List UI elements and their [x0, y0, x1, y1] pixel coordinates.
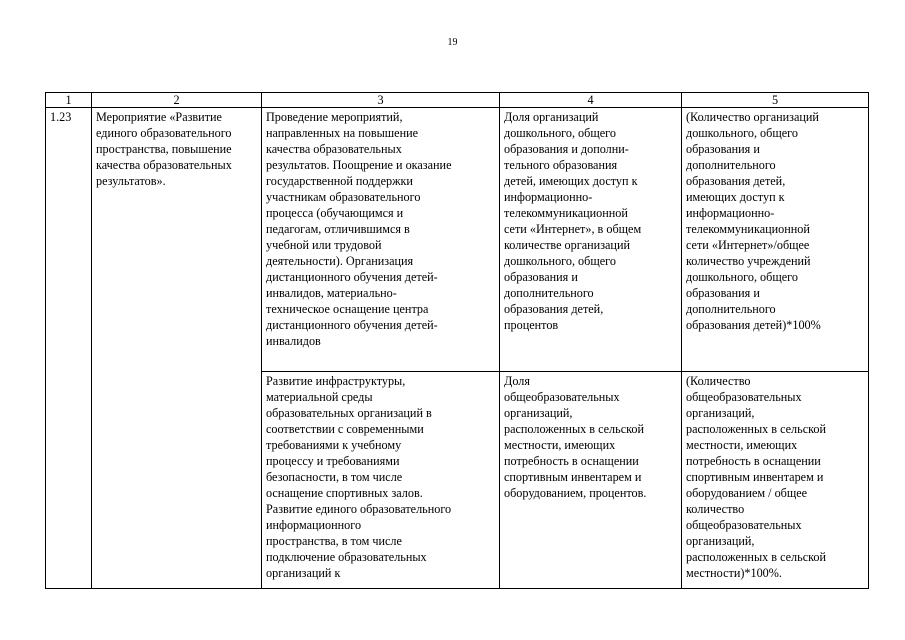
item-number-cell: 1.23 [46, 108, 92, 589]
text-line: пространства, повышение [96, 142, 232, 156]
text-line: качества образовательных [266, 142, 402, 156]
text-line: образования и [504, 270, 578, 284]
text-line: Развитие инфраструктуры, [266, 374, 406, 388]
text-line: спортивным инвентарем и [504, 470, 642, 484]
text-line: государственной поддержки [266, 174, 413, 188]
text-line: дошкольного, общего [686, 270, 798, 284]
text-line: дополнительного [686, 302, 776, 316]
text-line: дистанционного обучения детей- [266, 270, 438, 284]
text-line: информационно- [504, 190, 593, 204]
text-line: дистанционного обучения детей- [266, 318, 438, 332]
text-line: образования и [686, 142, 760, 156]
page-number: 19 [447, 37, 458, 48]
text-line: подключение образовательных [266, 550, 427, 564]
text-line: Доля [504, 374, 530, 388]
text-line: результатов». [96, 174, 166, 188]
text-line: телекоммуникационной [686, 222, 810, 236]
text-line: деятельности). Организация [266, 254, 414, 268]
text-line: информационного [266, 518, 362, 532]
text-line: телекоммуникационной [504, 206, 628, 220]
column-header-1: 1 [46, 93, 92, 108]
text-line: Развитие единого образовательного [266, 502, 452, 516]
text-line: результатов. Поощрение и оказание [266, 158, 452, 172]
text-line: процессу и требованиями [266, 454, 400, 468]
text-line: местности, имеющих [504, 438, 616, 452]
text-line: инвалидов, материально- [266, 286, 397, 300]
indicator-cell [500, 372, 682, 589]
text-line: дошкольного, общего [504, 254, 616, 268]
text-line: потребность в оснащении [686, 454, 821, 468]
text-line: тельного образования [504, 158, 618, 172]
text-line: (Количество организаций [686, 110, 819, 124]
text-line: дополнительного [504, 286, 594, 300]
description-cell [262, 372, 500, 589]
text-line: дошкольного, общего [504, 126, 616, 140]
text-line: образования детей, [504, 302, 604, 316]
text-line: потребность в оснащении [504, 454, 639, 468]
text-line: сети «Интернет»/общее [686, 238, 810, 252]
text-line: дополнительного [686, 158, 776, 172]
text-line: единого образовательного [96, 126, 232, 140]
text-line: спортивным инвентарем и [686, 470, 824, 484]
text-line: качества образовательных [96, 158, 232, 172]
text-line: образовательных организаций в [266, 406, 432, 420]
column-header-2: 2 [92, 93, 262, 108]
text-line: расположенных в сельской [686, 550, 827, 564]
text-line: требованиями к учебному [266, 438, 402, 452]
column-header-5: 5 [682, 93, 869, 108]
text-line: материальной среды [266, 390, 373, 404]
program-table [45, 92, 869, 589]
text-line: количество учреждений [686, 254, 811, 268]
text-line: местности)*100%. [686, 566, 782, 580]
text-line: оборудованием / общее [686, 486, 808, 500]
column-header-3: 3 [262, 93, 500, 108]
text-line: техническое оснащение центра [266, 302, 429, 316]
text-line: организаций, [504, 406, 573, 420]
text-line: оборудованием, процентов. [504, 486, 647, 500]
text-line: организаций, [686, 534, 755, 548]
text-line: образования и дополни- [504, 142, 629, 156]
text-line: процесса (обучающимся и [266, 206, 404, 220]
indicator-cell [500, 108, 682, 372]
text-line: пространства, в том числе [266, 534, 402, 548]
text-line: педагогам, отличившимся в [266, 222, 410, 236]
text-line: расположенных в сельской [504, 422, 645, 436]
formula-cell [682, 108, 869, 372]
table-header-row [46, 93, 869, 108]
text-line: организаций, [686, 406, 755, 420]
text-line: имеющих доступ к [686, 190, 785, 204]
formula-cell [682, 372, 869, 589]
text-line: направленных на повышение [266, 126, 419, 140]
text-line: детей, имеющих доступ к [504, 174, 638, 188]
text-line: общеобразовательных [686, 390, 802, 404]
text-line: общеобразовательных [686, 518, 802, 532]
text-line: безопасности, в том числе [266, 470, 403, 484]
text-line: дошкольного, общего [686, 126, 798, 140]
text-line: сети «Интернет», в общем [504, 222, 642, 236]
description-cell [262, 108, 500, 372]
text-line: (Количество [686, 374, 751, 388]
text-line: образования детей, [686, 174, 786, 188]
text-line: местности, имеющих [686, 438, 798, 452]
text-line: процентов [504, 318, 559, 332]
text-line: количестве организаций [504, 238, 630, 252]
column-header-4: 4 [500, 93, 682, 108]
text-line: оснащение спортивных залов. [266, 486, 423, 500]
text-line: информационно- [686, 206, 775, 220]
text-line: общеобразовательных [504, 390, 620, 404]
text-line: количество [686, 502, 745, 516]
text-line: организаций к [266, 566, 341, 580]
text-line: учебной или трудовой [266, 238, 382, 252]
text-line: инвалидов [266, 334, 321, 348]
text-line: соответствии с современными [266, 422, 424, 436]
text-line: Мероприятие «Развитие [96, 110, 222, 124]
text-line: Проведение мероприятий, [266, 110, 403, 124]
text-line: образования и [686, 286, 760, 300]
text-line: образования детей)*100% [686, 318, 821, 332]
text-line: расположенных в сельской [686, 422, 827, 436]
text-line: Доля организаций [504, 110, 599, 124]
text-line: участникам образовательного [266, 190, 421, 204]
activity-cell [92, 108, 262, 589]
table-row [46, 108, 869, 372]
